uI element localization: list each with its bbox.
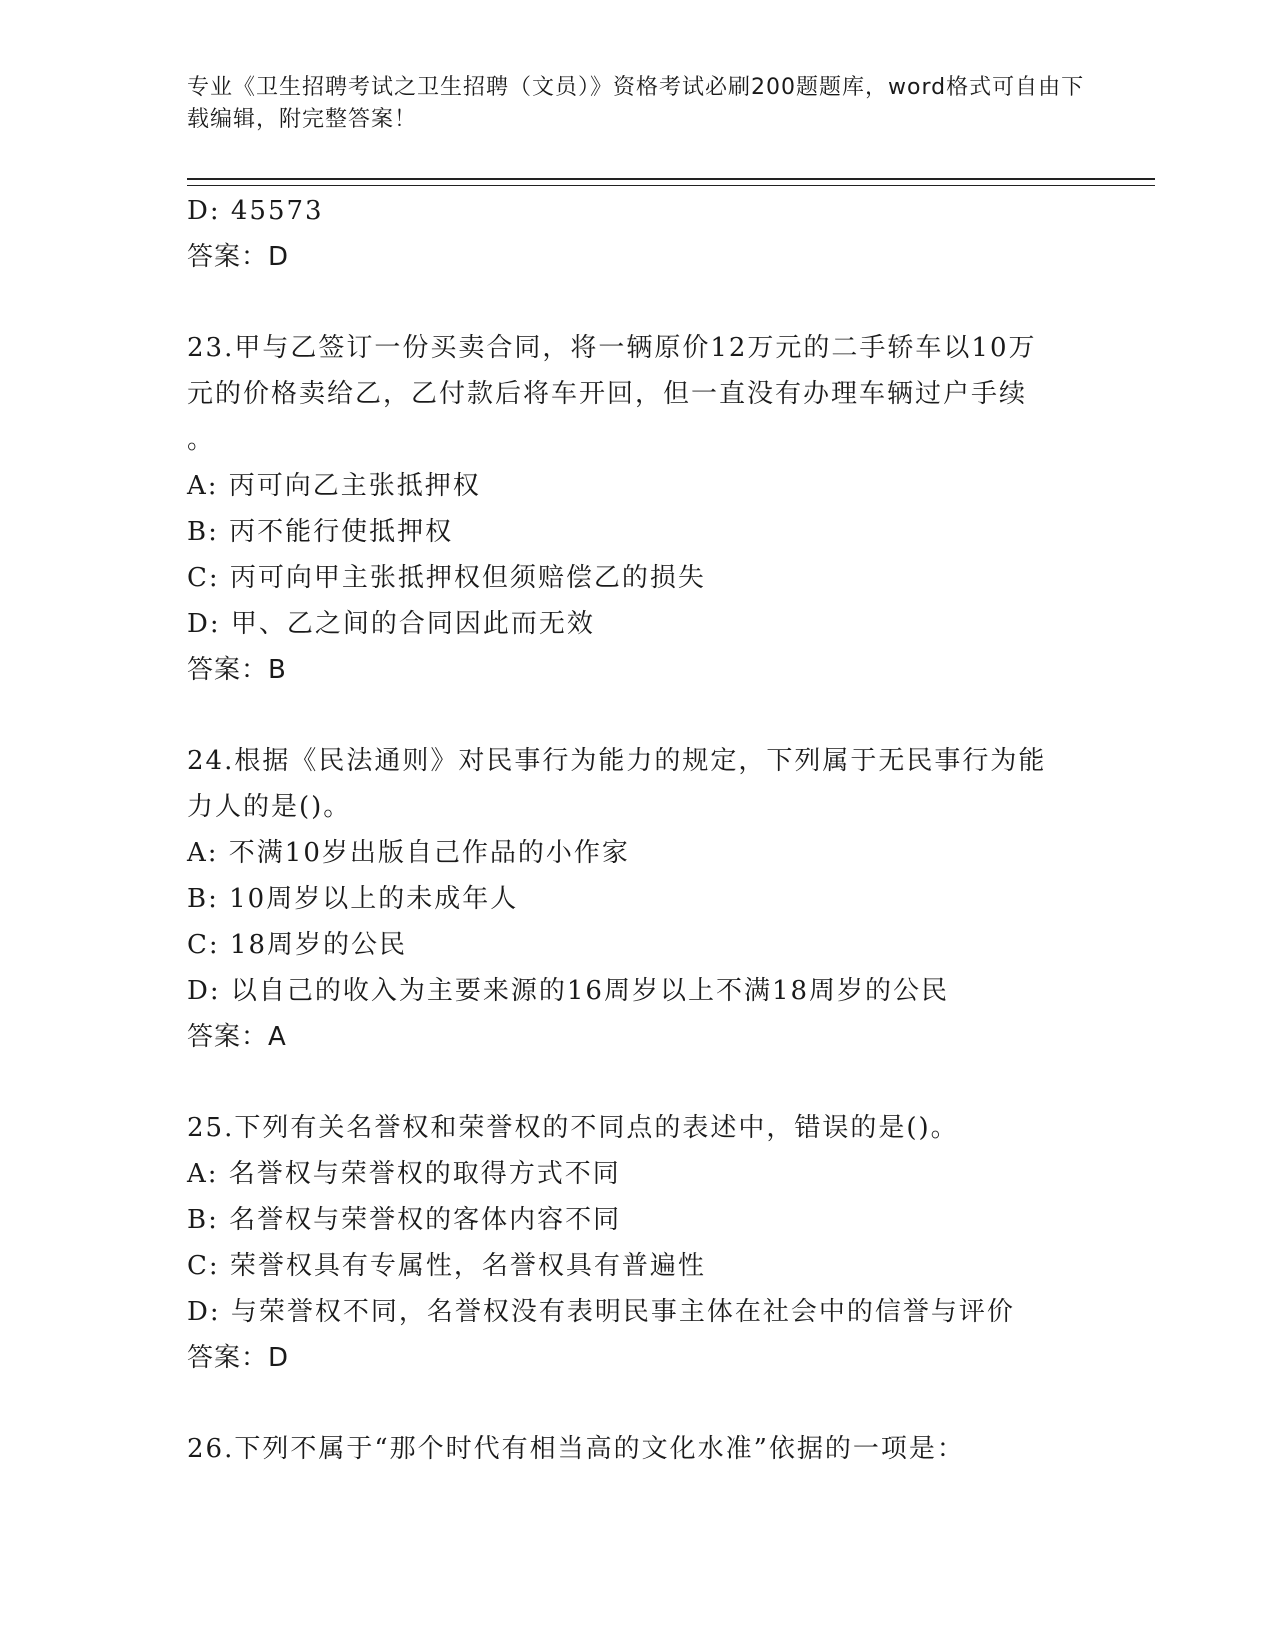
spacer [187, 1060, 1087, 1105]
carryover-answer: 答案：D [187, 242, 290, 272]
answer: 答案：D [187, 1343, 290, 1373]
question-stem-line: 。 [187, 425, 216, 455]
option-a: A: 名誉权与荣誉权的取得方式不同 [187, 1159, 621, 1189]
header-divider [187, 178, 1155, 186]
spacer [187, 693, 1087, 738]
option-b: B: 名誉权与荣誉权的客体内容不同 [187, 1205, 622, 1235]
question-stem-line: 23.甲与乙签订一份买卖合同，将一辆原价12万元的二手轿车以10万 [187, 333, 1037, 363]
option-c: C: 荣誉权具有专属性，名誉权具有普遍性 [187, 1251, 706, 1281]
spacer [187, 280, 1087, 325]
carryover-option-d: D: 45573 [187, 196, 324, 226]
answer: 答案：A [187, 1022, 287, 1052]
question-26-stem: 26.下列不属于“那个时代有相当高的文化水准”依据的一项是： [187, 1434, 965, 1464]
option-c: C: 丙可向甲主张抵押权但须赔偿乙的损失 [187, 563, 706, 593]
option-d: D: 以自己的收入为主要来源的16周岁以上不满18周岁的公民 [187, 976, 950, 1006]
question-23 [187, 325, 1087, 693]
option-d: D: 甲、乙之间的合同因此而无效 [187, 609, 595, 639]
option-c: C: 18周岁的公民 [187, 930, 408, 960]
question-stem-line: 25.下列有关名誉权和荣誉权的不同点的表述中，错误的是()。 [187, 1113, 959, 1143]
option-a: A: 丙可向乙主张抵押权 [187, 471, 481, 501]
question-stem-line: 24.根据《民法通则》对民事行为能力的规定，下列属于无民事行为能 [187, 746, 1047, 776]
page-header [187, 72, 1087, 136]
option-b: B: 10周岁以上的未成年人 [187, 884, 519, 914]
spacer [187, 1381, 1087, 1426]
question-25 [187, 1105, 1087, 1381]
option-d: D: 与荣誉权不同，名誉权没有表明民事主体在社会中的信誉与评价 [187, 1297, 1015, 1327]
question-24 [187, 738, 1087, 1060]
header-title: 专业《卫生招聘考试之卫生招聘（文员）》资格考试必刷200题题库，word格式可自由下载编辑，附完整答案！ [187, 75, 1085, 132]
option-b: B: 丙不能行使抵押权 [187, 517, 454, 547]
answer: 答案：B [187, 655, 287, 685]
question-stem-line: 元的价格卖给乙，乙付款后将车开回，但一直没有办理车辆过户手续 [187, 379, 1028, 409]
question-content [187, 188, 1087, 1472]
question-stem-line: 力人的是()。 [187, 792, 352, 822]
option-a: A: 不满10岁出版自己作品的小作家 [187, 838, 630, 868]
